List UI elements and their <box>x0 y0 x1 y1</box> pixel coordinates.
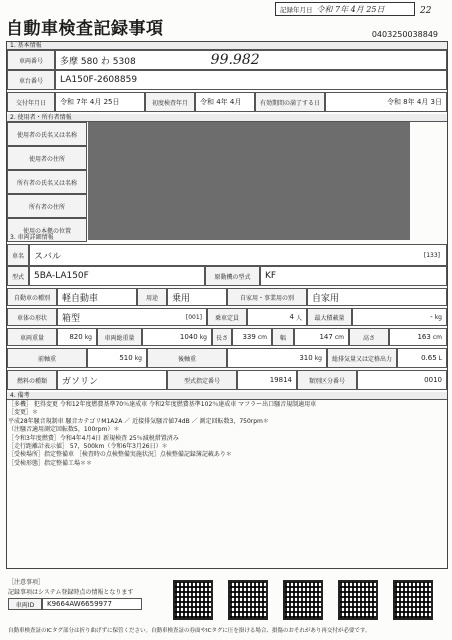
kind-value: 軽自動車 <box>57 288 137 306</box>
gross-label: 車両総重量 <box>97 328 142 346</box>
engine-label: 原動機の型式 <box>205 266 260 286</box>
chassis-value: LA150F-2608859 <box>55 70 447 90</box>
length-label: 長さ <box>212 328 232 346</box>
fuel-value: ガソリン <box>57 370 167 390</box>
model-value: 5BA-LA150F <box>29 266 205 286</box>
weight-value: 820 <box>69 333 83 341</box>
width-unit: cm <box>334 333 344 341</box>
remarks-list <box>8 401 398 468</box>
maxload-value: - <box>430 313 433 321</box>
type-no-value: 19814 <box>237 370 297 390</box>
class-value: 0010 <box>357 370 447 390</box>
section-user: 2. 使用者・所有者情報 <box>7 114 447 122</box>
notice-title: ［注意事項］ <box>8 579 45 586</box>
qr-code-3 <box>283 580 323 620</box>
type-no-label: 型式指定番号 <box>167 370 237 390</box>
fuel-label: 燃料の種類 <box>7 370 57 390</box>
remark-line: ［走行距離計表示値］ 57，500km（令和6年3月26日）＊ <box>8 443 168 451</box>
car-id-value: K9664AW6659977 <box>42 598 142 610</box>
base-location-label: 使用の本拠の位置 <box>7 218 87 242</box>
body-value-cell <box>57 308 207 326</box>
document-title: 自動車検査記録事項 <box>6 19 164 39</box>
displacement-unit: L <box>438 354 442 362</box>
length-value: 339 <box>242 333 256 341</box>
height-cell <box>389 328 447 346</box>
issue-value: 令和 7年 4月 25日 <box>55 92 145 112</box>
capacity-value: 4 <box>289 313 294 321</box>
reg-value: 多摩 580 わ 5308 <box>60 56 136 67</box>
maker-value-cell <box>29 244 447 266</box>
document-number: 0403250038849 <box>371 30 438 39</box>
section-vehicle: 3. 車両詳細情報 <box>10 234 54 241</box>
height-unit: cm <box>432 333 442 341</box>
gross-unit: kg <box>199 333 207 341</box>
redacted-personal-info <box>88 122 410 240</box>
section-remarks: 4. 備考 <box>7 392 447 400</box>
use-value: 乗用 <box>167 288 227 306</box>
capacity-cell <box>247 308 307 326</box>
displacement-label: 総排気量又は定格出力 <box>327 348 397 368</box>
front-axle-value: 510 <box>119 354 133 362</box>
maxload-label: 最大積載量 <box>307 308 352 326</box>
bottom-note: 自動車検査証のICタグ部分は折り曲げずに保管ください。自動車検査証の券面やICタグに圧を掛ける場合、損傷のおそれがあり再交付が必要です。 <box>8 628 371 634</box>
displacement-cell <box>397 348 447 368</box>
body-value: 箱型 <box>62 313 81 324</box>
reg-label: 車両番号 <box>7 50 55 70</box>
qr-code-5 <box>393 580 433 620</box>
height-value: 163 <box>417 333 431 341</box>
remark-line: 平成28年騒音規制車 騒音カテゴリM1A2A ／ 近接排気騒音値74dB ／ 測定回転数3，750rpm＊ <box>8 417 269 425</box>
height-label: 高さ <box>349 328 389 346</box>
front-axle-cell <box>87 348 147 368</box>
engine-value: KF <box>260 266 447 286</box>
gross-cell <box>142 328 212 346</box>
reg-value-cell <box>55 50 447 70</box>
remark-line: ［受検場所］指定整備車 ［検査時の点検整備実施状況］点検整備記録簿記載あり＊ <box>8 451 232 459</box>
remark-line: ［多機］ 犯得変更 令和12年度燃費基準70％達成車 令和2年度燃費基準102％達成車 マフラー出口騒音規制適用車 <box>8 401 317 408</box>
body-label: 車体の形状 <box>7 308 57 326</box>
class-label: 類別区分番号 <box>297 370 357 390</box>
expiry-label: 有効期間の満了する日 <box>255 92 325 112</box>
rear-axle-cell <box>227 348 327 368</box>
reg-hand-note: 99.982 <box>210 52 260 68</box>
length-cell <box>232 328 272 346</box>
maxload-unit: kg <box>434 313 442 321</box>
user-address-label: 使用者の住所 <box>7 146 87 170</box>
first-reg-value: 令和 4年 4月 <box>195 92 255 112</box>
rear-axle-value: 310 <box>299 354 313 362</box>
front-axle-label: 前軸重 <box>7 348 87 368</box>
gross-value: 1040 <box>179 333 198 341</box>
qr-code-1 <box>173 580 213 620</box>
qr-code-2 <box>228 580 268 620</box>
remark-line: ［令和3年度燃費］令和4年4月4日 新規検査 25％減税措置済み <box>8 434 179 442</box>
remark-line: ［変更］＊ <box>8 409 39 417</box>
issue-label: 交付年月日 <box>7 92 55 112</box>
maker-code: [133] <box>423 251 440 259</box>
remark-line: ［受検形態］指定整備工場＊＊ <box>8 459 93 467</box>
maker-label: 車名 <box>7 244 29 266</box>
weight-label: 車両重量 <box>7 328 57 346</box>
length-unit: cm <box>257 333 267 341</box>
expiry-value: 令和 8年 4月 3日 <box>325 92 447 112</box>
record-date-label: 記録年月日 <box>280 5 313 14</box>
use-label: 用途 <box>137 288 167 306</box>
capacity-unit: 人 <box>295 314 302 322</box>
owner-address-label: 所有者の住所 <box>7 194 87 218</box>
owner-name-label: 所有者の氏名又は名称 <box>7 170 87 194</box>
width-label: 幅 <box>272 328 294 346</box>
maxload-cell <box>352 308 447 326</box>
weight-unit: kg <box>84 333 92 341</box>
displacement-value: 0.65 <box>421 354 437 362</box>
maker-value: スバル <box>34 251 62 262</box>
kind-label: 自動車の種別 <box>7 288 57 306</box>
chassis-label: 車台番号 <box>7 70 55 90</box>
car-id-label: 車両ID <box>8 598 42 610</box>
body-code: [001] <box>185 313 202 321</box>
capacity-label: 乗車定員 <box>207 308 247 326</box>
record-date-box <box>275 2 415 16</box>
rear-axle-unit: kg <box>314 354 322 362</box>
rear-axle-label: 後軸重 <box>147 348 227 368</box>
front-axle-unit: kg <box>134 354 142 362</box>
record-date-value: 令和 7年 4月 25日 <box>316 4 385 14</box>
width-cell <box>294 328 349 346</box>
user-name-label: 使用者の氏名又は名称 <box>7 122 87 146</box>
width-value: 147 <box>319 333 333 341</box>
first-reg-label: 初度検査年月 <box>145 92 195 112</box>
purpose-label: 自家用・事業用の別 <box>227 288 307 306</box>
page-mark: 22 <box>420 6 432 16</box>
purpose-value: 自家用 <box>307 288 447 306</box>
weight-cell <box>57 328 97 346</box>
model-label: 型式 <box>7 266 29 286</box>
section-basic: 1. 基本情報 <box>7 42 447 50</box>
remark-line: （注騒音適用測定回転数5，100rpm）＊ <box>8 426 120 434</box>
notice-text: 記録事項はシステム登録時点の情報となります <box>8 589 134 596</box>
qr-code-4 <box>338 580 378 620</box>
